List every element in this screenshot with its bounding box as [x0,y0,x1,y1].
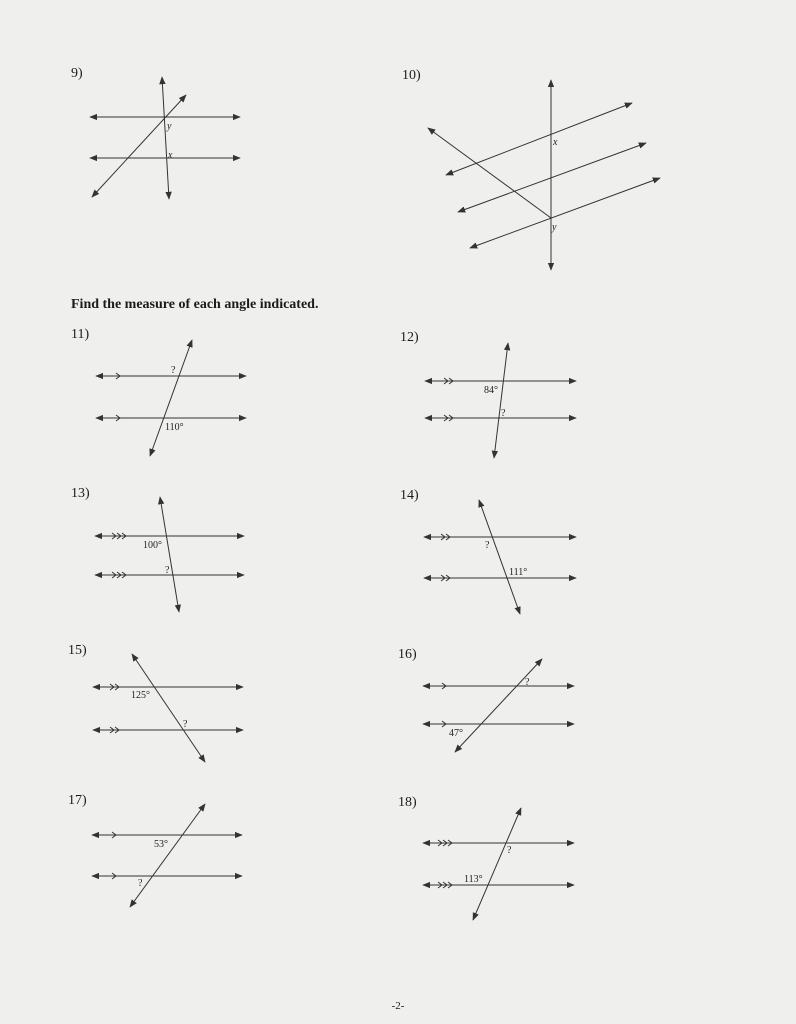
angle-label-18-q: ? [507,845,512,856]
instruction-text: Find the measure of each angle indicated. [71,297,319,312]
problem-number-9: 9) [71,66,83,81]
figure-11 [96,340,246,456]
angle-label-13-given: 100° [143,540,162,551]
problem-number-10: 10) [402,68,421,83]
angle-label-15-q: ? [183,719,188,730]
page-number: -2- [391,1000,405,1012]
figure-15 [93,654,243,762]
angle-label-9-x: x [168,150,173,161]
figure-17 [92,804,242,907]
angle-label-11-q: ? [171,365,176,376]
figure-14 [424,500,576,614]
angle-label-16-q: ? [525,677,530,688]
problem-number-12: 12) [400,330,419,345]
angle-label-15-given: 125° [131,690,150,701]
angle-label-17-q: ? [138,878,143,889]
angle-label-14-q: ? [485,540,490,551]
figure-16 [423,659,574,752]
angle-label-14-given: 111° [509,567,528,578]
angle-label-17-given: 53° [154,839,168,850]
angle-label-13-q: ? [165,565,170,576]
problem-number-11: 11) [71,327,90,342]
problem-number-17: 17) [68,793,87,808]
angle-label-11-given: 110° [165,422,184,433]
angle-label-16-given: 47° [449,728,463,739]
problem-number-14: 14) [400,488,419,503]
problem-number-16: 16) [398,647,417,662]
angle-label-9-y: y [167,121,172,132]
problem-number-15: 15) [68,643,87,658]
angle-label-10-y: y [552,222,557,233]
angle-label-12-q: ? [501,408,506,419]
problem-number-13: 13) [71,486,90,501]
angle-label-18-given: 113° [464,874,483,885]
figure-9 [90,77,240,199]
figure-13 [95,497,244,612]
figure-10 [428,80,660,270]
figure-12 [425,343,576,458]
problem-number-18: 18) [398,795,417,810]
angle-label-12-given: 84° [484,385,498,396]
figure-18 [423,808,574,920]
angle-label-10-x: x [553,137,558,148]
